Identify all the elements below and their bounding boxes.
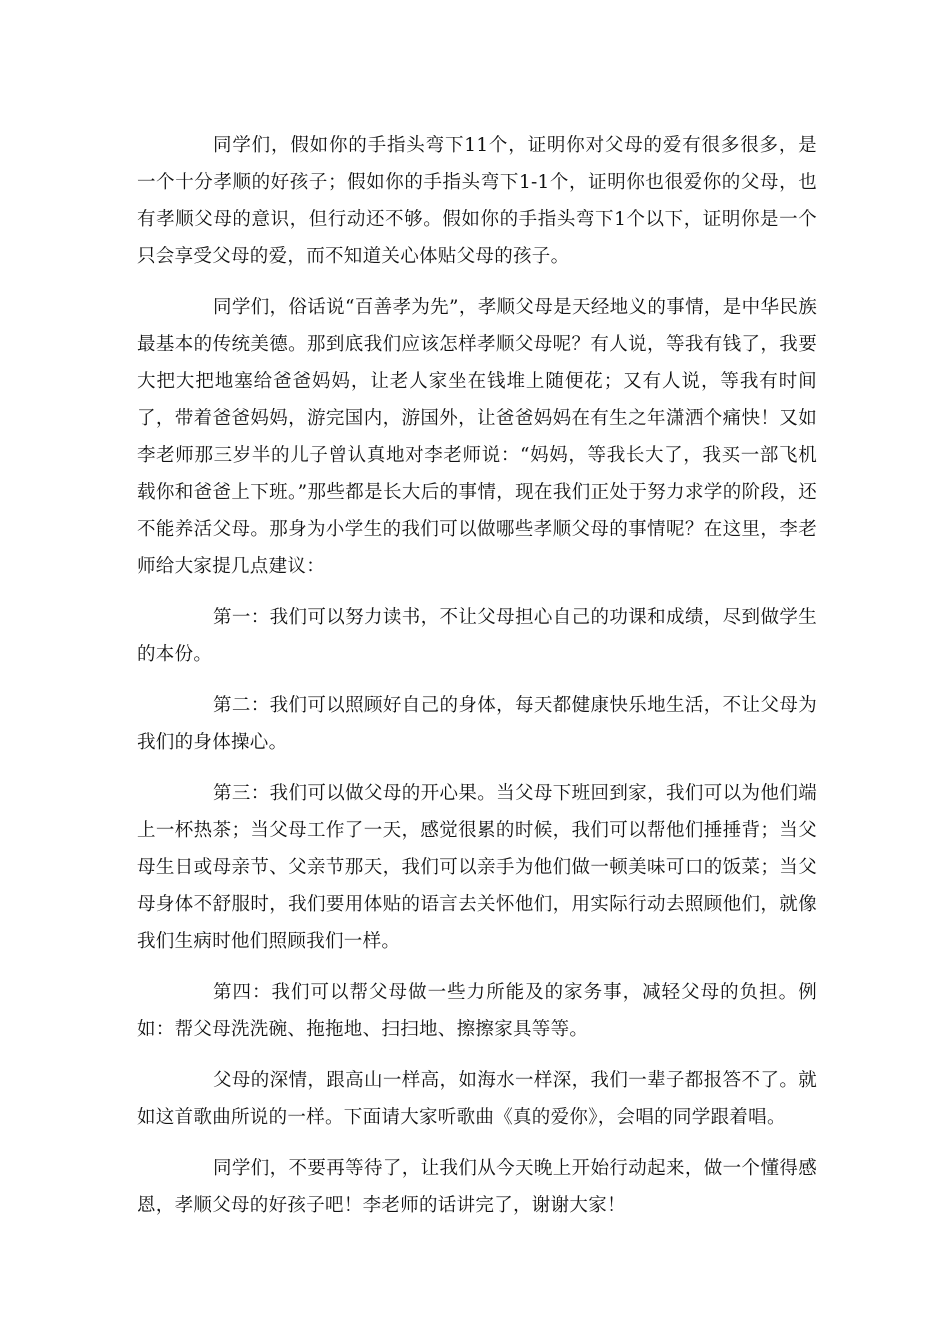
paragraph-finger-test-result: 同学们，假如你的手指头弯下11个，证明你对父母的爱有很多很多，是一个十分孝顺的好孩子；假如你的手指头弯下1-1个，证明你也很爱你的父母，也有孝顺父母的意识，但行动还不够。假如你的手指头弯下1个以下，证明你是一个只会享受父母的爱，而不知道关心体贴父母的孩子。: [137, 135, 817, 267]
paragraph-closing: 同学们，不要再等待了，让我们从今天晚上开始行动起来，做一个懂得感恩，孝顺父母的好孩子吧！李老师的话讲完了，谢谢大家！: [137, 1158, 817, 1216]
paragraph-suggestion-3: 第三：我们可以做父母的开心果。当父母下班回到家，我们可以为他们端上一杯热茶；当父母工作了一天，感觉很累的时候，我们可以帮他们捶捶背；当父母生日或母亲节、父亲节那天，我们可以亲手为他们做一顿美味可口的饭菜；当父母身体不舒服时，我们要用体贴的语言去关怀他们，用实际行动去照顾他们，就像我们生病时他们照顾我们一样。: [137, 783, 817, 952]
paragraph-song-intro: 父母的深情，跟高山一样高，如海水一样深，我们一辈子都报答不了。就如这首歌曲所说的一样。下面请大家听歌曲《真的爱你》，会唱的同学跟着唱。: [137, 1070, 817, 1128]
paragraph-filial-piety-intro: 同学们，俗话说“百善孝为先”，孝顺父母是天经地义的事情，是中华民族最基本的传统美德。那到底我们应该怎样孝顺父母呢？有人说，等我有钱了，我要大把大把地塞给爸爸妈妈，让老人家坐在钱堆上随便花；又有人说，等我有时间了，带着爸爸妈妈，游完国内，游国外，让爸爸妈妈在有生之年潇洒个痛快！又如李老师那三岁半的儿子曾认真地对李老师说：“妈妈，等我长大了，我买一部飞机载你和爸爸上下班。”那些都是长大后的事情，现在我们正处于努力求学的阶段，还不能养活父母。那身为小学生的我们可以做哪些孝顺父母的事情呢？在这里，李老师给大家提几点建议：: [137, 297, 817, 577]
document-body: [137, 127, 817, 1238]
paragraph-suggestion-4: 第四：我们可以帮父母做一些力所能及的家务事，减轻父母的负担。例如：帮父母洗洗碗、拖拖地、扫扫地、擦擦家具等等。: [137, 982, 817, 1040]
paragraph-suggestion-2: 第二：我们可以照顾好自己的身体，每天都健康快乐地生活，不让父母为我们的身体操心。: [137, 695, 817, 753]
paragraph-suggestion-1: 第一：我们可以努力读书，不让父母担心自己的功课和成绩，尽到做学生的本份。: [137, 607, 817, 665]
